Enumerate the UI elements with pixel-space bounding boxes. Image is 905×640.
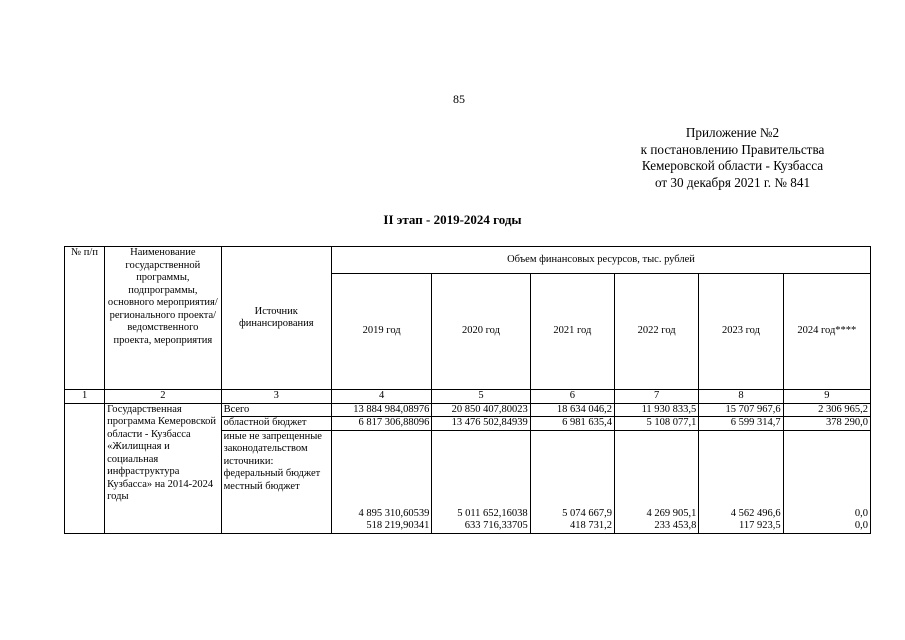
column-number: 1 bbox=[65, 390, 105, 404]
table-row bbox=[65, 403, 871, 417]
column-number-row bbox=[65, 390, 871, 404]
value-cell: 378 290,0 bbox=[783, 417, 870, 431]
header-num: № п/п bbox=[65, 247, 105, 390]
column-number: 7 bbox=[615, 390, 699, 404]
value-cell: 0,0 bbox=[854, 520, 868, 531]
header-volume: Объем финансовых ресурсов, тыс. рублей bbox=[331, 247, 870, 274]
financing-table bbox=[64, 246, 871, 534]
header-name: Наименование государственной программы, подпрограммы, основного мероприятия/ регионального проекта/ ведомственного проекта, мероприятия bbox=[105, 247, 221, 390]
page-number: 85 bbox=[453, 92, 465, 106]
value-cell: 18 634 046,2 bbox=[530, 403, 614, 417]
column-number: 3 bbox=[221, 390, 331, 404]
value-cell: 518 219,90341 bbox=[366, 520, 430, 531]
value-cell: 6 817 306,88096 bbox=[331, 417, 431, 431]
header-year: 2024 год**** bbox=[783, 274, 870, 390]
value-cell: 6 599 314,7 bbox=[699, 417, 783, 431]
program-name: Государственная программа Кемеровской области - Кузбасса «Жилищная и социальная инфраструктура Кузбасса» на 2014-2024 годы bbox=[105, 403, 221, 533]
value-cell: 0,0 bbox=[854, 507, 868, 519]
source-label: Всего bbox=[221, 403, 331, 417]
appendix-line-1: Приложение №2 bbox=[685, 125, 780, 140]
value-cell: 5 011 652,16038 bbox=[457, 507, 528, 519]
header-year: 2022 год bbox=[615, 274, 699, 390]
stage-title: II этап - 2019-2024 годы bbox=[383, 212, 522, 227]
source-label: областной бюджет bbox=[221, 417, 331, 431]
column-number: 8 bbox=[699, 390, 783, 404]
row-num-cell bbox=[65, 403, 105, 533]
appendix-header bbox=[590, 125, 875, 191]
appendix-line-3: Кемеровской области - Кузбасса bbox=[641, 158, 824, 173]
value-cell: 633 716,33705 bbox=[464, 520, 528, 531]
value-cell-group bbox=[615, 430, 699, 533]
value-cell-group bbox=[432, 430, 530, 533]
source-label: местный бюджет bbox=[223, 480, 300, 492]
value-cell: 11 930 833,5 bbox=[615, 403, 699, 417]
header-year: 2023 год bbox=[699, 274, 783, 390]
value-cell: 2 306 965,2 bbox=[783, 403, 870, 417]
value-cell-group bbox=[783, 430, 870, 533]
header-year: 2021 год bbox=[530, 274, 614, 390]
value-cell-group bbox=[699, 430, 783, 533]
column-number: 2 bbox=[105, 390, 221, 404]
value-cell-group bbox=[530, 430, 614, 533]
column-number: 5 bbox=[432, 390, 530, 404]
header-year: 2019 год bbox=[331, 274, 431, 390]
appendix-line-2: к постановлению Правительства bbox=[640, 141, 825, 157]
value-cell: 4 562 496,6 bbox=[730, 507, 781, 519]
column-number: 9 bbox=[783, 390, 870, 404]
value-cell: 15 707 967,6 bbox=[699, 403, 783, 417]
value-cell: 418 731,2 bbox=[570, 520, 612, 531]
source-label: иные не запрещенные законодательством источники: федеральный бюджет bbox=[223, 430, 322, 479]
value-cell: 4 269 905,1 bbox=[646, 507, 697, 519]
value-cell: 5 074 667,9 bbox=[562, 507, 612, 519]
header-year: 2020 год bbox=[432, 274, 530, 390]
value-cell: 13 884 984,08976 bbox=[331, 403, 431, 417]
column-number: 4 bbox=[331, 390, 431, 404]
appendix-line-4: от 30 декабря 2021 г. № 841 bbox=[654, 174, 811, 190]
value-cell: 4 895 310,60539 bbox=[358, 507, 430, 519]
column-number: 6 bbox=[530, 390, 614, 404]
value-cell: 5 108 077,1 bbox=[615, 417, 699, 431]
source-group bbox=[221, 430, 331, 533]
value-cell-group bbox=[331, 430, 431, 533]
value-cell: 117 923,5 bbox=[739, 520, 781, 531]
value-cell: 13 476 502,84939 bbox=[432, 417, 530, 431]
header-source: Источник финансирования bbox=[221, 247, 331, 390]
value-cell: 20 850 407,80023 bbox=[432, 403, 530, 417]
value-cell: 6 981 635,4 bbox=[530, 417, 614, 431]
value-cell: 233 453,8 bbox=[654, 520, 697, 531]
